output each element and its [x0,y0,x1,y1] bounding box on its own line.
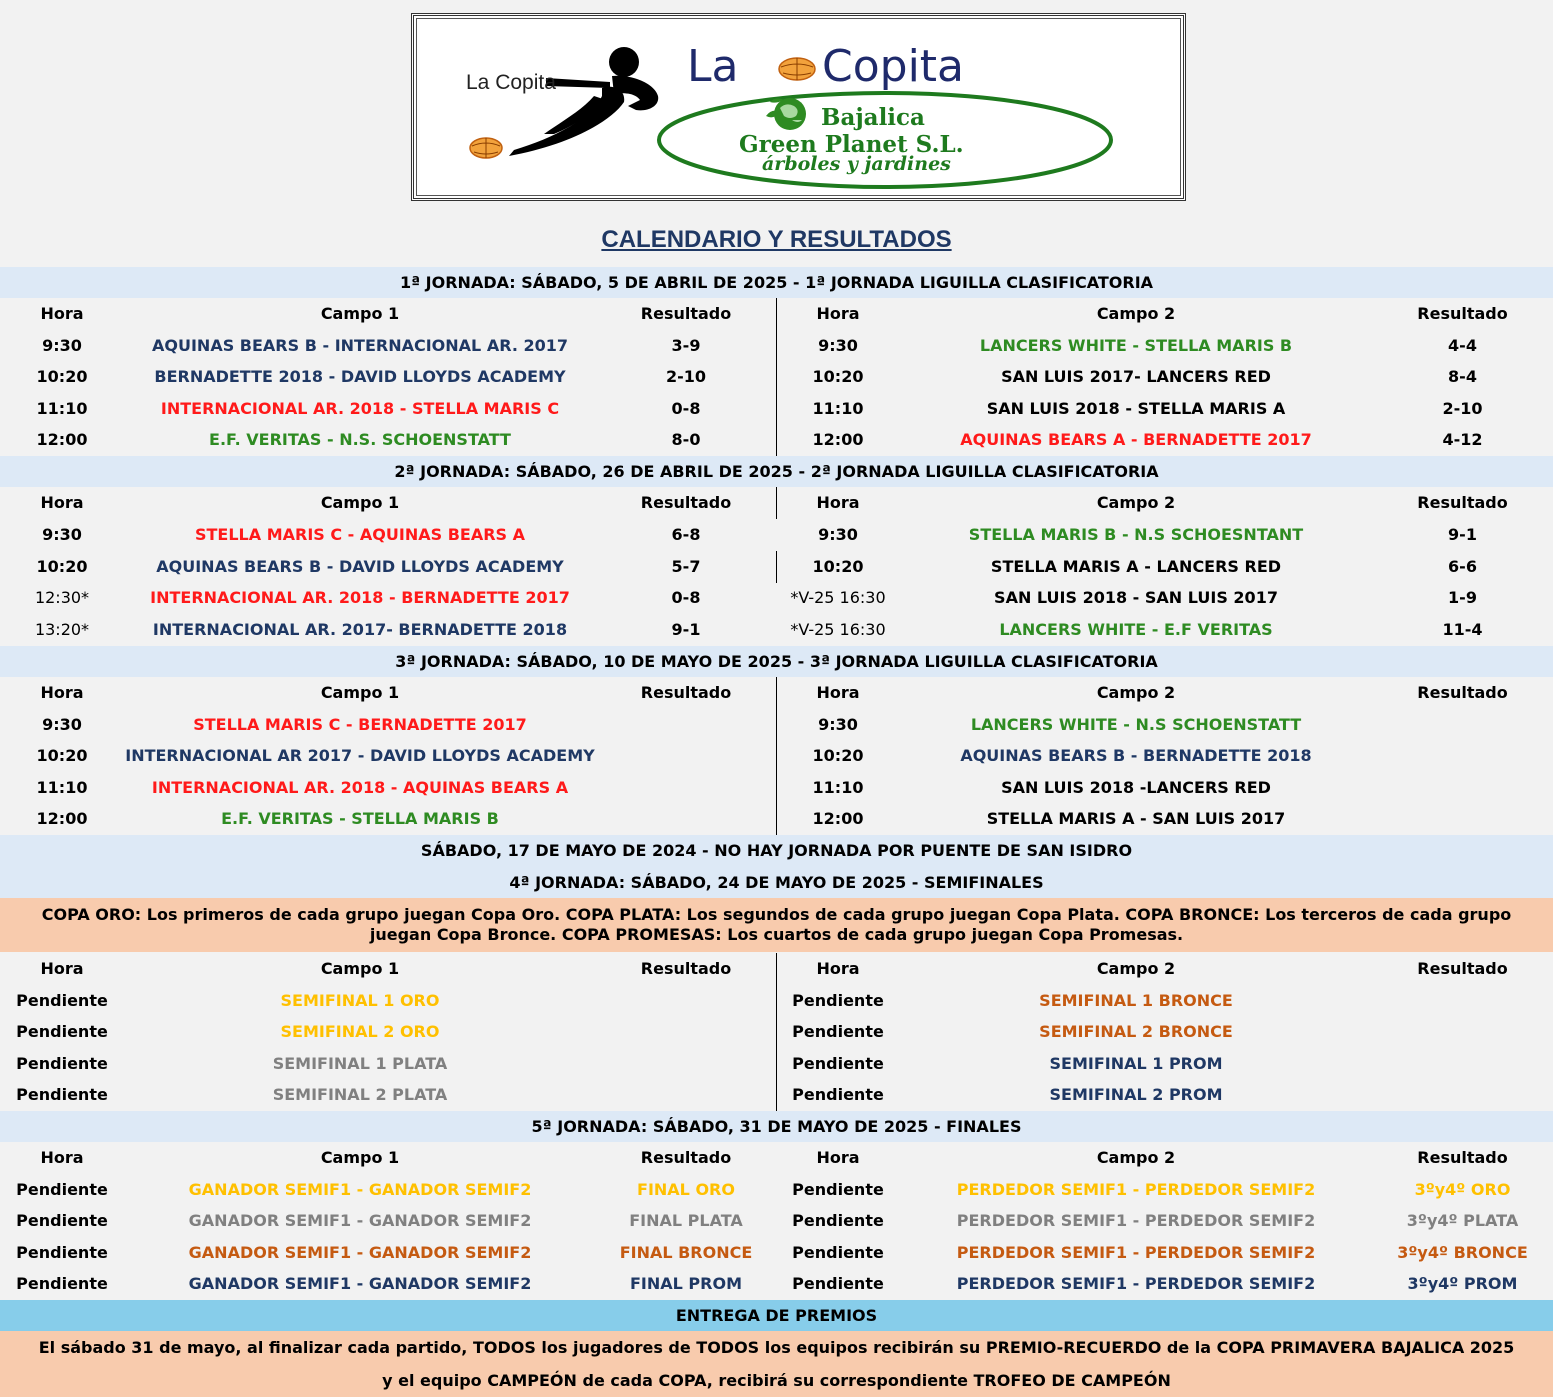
match-teams-campo1: GANADOR SEMIF1 - GANADOR SEMIF2 [188,1180,532,1199]
match-time-campo2: Pendiente [792,1274,884,1293]
page-title: CALENDARIO Y RESULTADOS [601,226,952,253]
no-jornada-notice: SÁBADO, 17 DE MAYO DE 2024 - NO HAY JORNADA POR PUENTE DE SAN ISIDRO [0,835,1553,866]
match-result-campo1: 6-8 [671,525,701,544]
match-teams-campo2: PERDEDOR SEMIF1 - PERDEDOR SEMIF2 [956,1211,1316,1230]
match-teams-campo1: AQUINAS BEARS B - DAVID LLOYDS ACADEMY [156,557,564,576]
match-teams-campo1: STELLA MARIS C - AQUINAS BEARS A [194,525,525,544]
match-time-campo2: *V-25 16:30 [790,588,886,607]
match-result-campo2: 1-9 [1448,588,1477,607]
match-result-campo1: 3-9 [671,336,701,355]
match-result-campo1: FINAL BRONCE [619,1243,753,1262]
header-campo2: Campo 2 [1096,683,1176,702]
match-teams-campo2: LANCERS WHITE - STELLA MARIS B [979,336,1293,355]
match-result-campo1: 9-1 [671,620,701,639]
match-teams-campo2: STELLA MARIS A - LANCERS RED [990,557,1282,576]
match-time-campo1: Pendiente [16,1243,108,1262]
logo-left-text: La Copita [466,71,556,94]
match-result-campo1 [596,709,776,741]
match-teams-campo1: AQUINAS BEARS B - INTERNACIONAL AR. 2017 [152,336,568,355]
header-resultado: Resultado [1417,1148,1508,1167]
match-time-campo1: 12:00 [36,430,88,449]
match-teams-campo1: E.F. VERITAS - N.S. SCHOENSTATT [209,430,511,449]
match-result-campo1: 5-7 [671,557,701,576]
header-resultado: Resultado [640,493,732,512]
sponsor-line2: Green Planet S.L. [739,131,964,158]
match-time-campo2: 9:30 [818,715,858,734]
header-resultado: Resultado [1417,959,1508,978]
match-teams-campo1: INTERNACIONAL AR. 2018 - BERNADETTE 2017 [150,588,570,607]
header-row [0,298,1553,330]
match-teams-campo1: INTERNACIONAL AR 2017 - DAVID LLOYDS ACADEMY [125,746,595,765]
match-time-campo1: Pendiente [16,1085,108,1104]
header-row [0,677,1553,709]
header-campo1: Campo 1 [320,304,400,323]
match-time-campo1: Pendiente [16,991,108,1010]
match-time-campo1: 12:00 [36,809,88,828]
match-teams-campo2: SEMIFINAL 2 PROM [1049,1085,1223,1104]
match-teams-campo1: SEMIFINAL 1 PLATA [272,1054,448,1073]
match-result-campo1 [596,985,776,1017]
match-result-campo2: 9-1 [1448,525,1477,544]
match-result-campo1: 8-0 [671,430,701,449]
match-teams-campo1: GANADOR SEMIF1 - GANADOR SEMIF2 [188,1243,532,1262]
header-hora: Hora [816,304,860,323]
match-time-campo2: Pendiente [792,1211,884,1230]
match-row [0,1268,1553,1300]
header-campo1: Campo 1 [320,1148,400,1167]
header-resultado: Resultado [1417,304,1508,323]
match-row [0,772,1553,804]
match-teams-campo2: STELLA MARIS B - N.S SCHOESNTANT [968,525,1304,544]
header-resultado: Resultado [640,304,732,323]
match-teams-campo2: AQUINAS BEARS A - BERNADETTE 2017 [960,430,1312,449]
jornada4-title: 4ª JORNADA: SÁBADO, 24 DE MAYO DE 2025 - SEMIFINALES [0,866,1553,898]
match-teams-campo1: SEMIFINAL 2 PLATA [272,1085,448,1104]
header-campo1: Campo 1 [320,959,400,978]
match-result-campo1: FINAL PROM [630,1274,742,1293]
match-time-campo1: Pendiente [16,1180,108,1199]
match-result-campo2 [1372,1048,1553,1080]
header-campo2: Campo 2 [1096,493,1176,512]
match-result-campo2: 11-4 [1442,620,1483,639]
match-teams-campo1: INTERNACIONAL AR. 2018 - AQUINAS BEARS A [151,778,569,797]
match-row [0,985,1553,1017]
match-row [0,424,1553,456]
match-result-campo2: 4-4 [1448,336,1477,355]
match-teams-campo1: INTERNACIONAL AR. 2017- BERNADETTE 2018 [152,620,568,639]
copa-rules-note: COPA ORO: Los primeros de cada grupo juegan Copa Oro. COPA PLATA: Los segundos de cada grupo juegan Copa Plata. COPA BRONCE: Los terceros de cada grupo juegan Copa Bronce. COPA PROMESAS: Los cuartos de cada grupo juegan Copa Promesas. [0,898,1553,952]
jornada3-title: 3ª JORNADA: SÁBADO, 10 DE MAYO DE 2025 - 3ª JORNADA LIGUILLA CLASIFICATORIA [0,646,1553,677]
match-result-campo2: 6-6 [1448,557,1477,576]
match-row [0,330,1553,362]
match-result-campo1 [596,1048,776,1080]
match-teams-campo2: SAN LUIS 2018 -LANCERS RED [1001,778,1271,797]
match-time-campo2: 12:00 [812,430,864,449]
match-time-campo2: Pendiente [792,1243,884,1262]
header-campo2: Campo 2 [1096,1148,1176,1167]
match-teams-campo2: STELLA MARIS A - SAN LUIS 2017 [986,809,1286,828]
player-silhouette-icon [509,47,658,156]
match-row [0,740,1553,772]
match-time-campo2: 9:30 [818,525,858,544]
header-hora: Hora [40,304,84,323]
match-result-campo1 [596,1016,776,1048]
match-row [0,709,1553,741]
header-hora: Hora [40,1148,84,1167]
match-teams-campo2: PERDEDOR SEMIF1 - PERDEDOR SEMIF2 [956,1243,1316,1262]
header-campo2: Campo 2 [1096,304,1176,323]
match-teams-campo2: SAN LUIS 2017- LANCERS RED [1001,367,1271,386]
match-teams-campo1: BERNADETTE 2018 - DAVID LLOYDS ACADEMY [154,367,566,386]
match-row [0,519,1553,551]
header-resultado: Resultado [640,1148,732,1167]
header-hora: Hora [816,493,860,512]
match-time-campo1: 11:10 [36,778,88,797]
header-row [0,1142,1553,1174]
sponsor-line1: Bajalica [821,104,925,131]
header-hora: Hora [40,493,84,512]
header-campo1: Campo 1 [320,683,400,702]
match-result-campo2 [1372,803,1553,835]
match-time-campo2: Pendiente [792,1085,884,1104]
match-result-campo2 [1372,772,1553,804]
match-time-campo2: Pendiente [792,1022,884,1041]
match-time-campo1: Pendiente [16,1274,108,1293]
match-row [0,1205,1553,1237]
match-result-campo1 [596,1079,776,1111]
match-result-campo1: 2-10 [665,367,707,386]
match-time-campo1: 10:20 [36,746,88,765]
match-teams-campo1: E.F. VERITAS - STELLA MARIS B [221,809,499,828]
premios-title: ENTREGA DE PREMIOS [0,1300,1553,1331]
match-row [0,1079,1553,1111]
match-teams-campo1: SEMIFINAL 2 ORO [280,1022,440,1041]
match-time-campo1: 11:10 [36,399,88,418]
match-result-campo2 [1372,740,1553,772]
match-row [0,1016,1553,1048]
match-time-campo2: 10:20 [812,367,864,386]
match-teams-campo1: GANADOR SEMIF1 - GANADOR SEMIF2 [188,1274,532,1293]
match-result-campo1 [596,772,776,804]
header-hora: Hora [40,959,84,978]
match-result-campo2 [1372,709,1553,741]
jornada2-title: 2ª JORNADA: SÁBADO, 26 DE ABRIL DE 2025 - 2ª JORNADA LIGUILLA CLASIFICATORIA [0,456,1553,487]
match-time-campo2: Pendiente [792,1054,884,1073]
header-campo2: Campo 2 [1096,959,1176,978]
match-teams-campo2: AQUINAS BEARS B - BERNADETTE 2018 [960,746,1312,765]
match-time-campo2: Pendiente [792,1180,884,1199]
match-row [0,803,1553,835]
match-time-campo1: 9:30 [42,715,82,734]
header-campo1: Campo 1 [320,493,400,512]
header-hora: Hora [816,1148,860,1167]
match-result-campo1: FINAL ORO [637,1180,735,1199]
header-resultado: Resultado [1417,493,1508,512]
match-result-campo1 [596,803,776,835]
match-time-campo1: 10:20 [36,557,88,576]
match-time-campo2: 10:20 [812,746,864,765]
match-row [0,361,1553,393]
sponsor-line3: árboles y jardines [762,153,951,175]
match-time-campo1: 12:30* [34,588,90,607]
match-result-campo2: 3ºy4º BRONCE [1397,1243,1528,1262]
match-teams-campo1: INTERNACIONAL AR. 2018 - STELLA MARIS C [160,399,560,418]
match-teams-campo2: PERDEDOR SEMIF1 - PERDEDOR SEMIF2 [956,1180,1316,1199]
match-time-campo1: 9:30 [42,336,82,355]
match-teams-campo2: PERDEDOR SEMIF1 - PERDEDOR SEMIF2 [956,1274,1316,1293]
match-result-campo1: FINAL PLATA [629,1211,743,1230]
match-teams-campo2: LANCERS WHITE - E.F VERITAS [999,620,1273,639]
jornada5-title: 5ª JORNADA: SÁBADO, 31 DE MAYO DE 2025 - FINALES [0,1111,1553,1142]
match-result-campo2 [1372,985,1553,1017]
match-time-campo1: Pendiente [16,1054,108,1073]
match-result-campo2 [1372,1016,1553,1048]
match-result-campo2 [1372,1079,1553,1111]
match-teams-campo1: SEMIFINAL 1 ORO [280,991,440,1010]
premios-line1: El sábado 31 de mayo, al finalizar cada partido, TODOS los jugadores de TODOS los equipos recibirán su PREMIO-RECUERDO de la COPA PRIMAVERA BAJALICA 2025 [0,1331,1553,1364]
match-time-campo1: Pendiente [16,1211,108,1230]
header-row [0,953,1553,985]
match-teams-campo2: LANCERS WHITE - N.S SCHOENSTATT [970,715,1302,734]
match-result-campo1: 0-8 [671,588,701,607]
header-hora: Hora [40,683,84,702]
match-teams-campo1: STELLA MARIS C - BERNADETTE 2017 [193,715,527,734]
jornada1-title: 1ª JORNADA: SÁBADO, 5 DE ABRIL DE 2025 - 1ª JORNADA LIGUILLA CLASIFICATORIA [0,267,1553,298]
match-teams-campo2: SEMIFINAL 2 BRONCE [1039,1022,1233,1041]
match-result-campo2: 3ºy4º PLATA [1406,1211,1519,1230]
match-row [0,582,1553,614]
match-time-campo2: 9:30 [818,336,858,355]
match-teams-campo2: SEMIFINAL 1 BRONCE [1039,991,1233,1010]
match-result-campo2: 2-10 [1442,399,1483,418]
ball-icon [470,138,502,158]
match-time-campo2: 10:20 [812,557,864,576]
match-teams-campo2: SEMIFINAL 1 PROM [1049,1054,1223,1073]
match-result-campo2: 3ºy4º ORO [1414,1180,1511,1199]
header-resultado: Resultado [640,683,732,702]
match-result-campo1: 0-8 [671,399,701,418]
brand-ball-icon [779,58,815,80]
match-time-campo2: *V-25 16:30 [790,620,886,639]
match-result-campo1 [596,740,776,772]
match-time-campo1: 10:20 [36,367,88,386]
match-time-campo2: Pendiente [792,991,884,1010]
premios-line2: y el equipo CAMPEÓN de cada COPA, recibirá su correspondiente TROFEO DE CAMPEÓN [0,1364,1553,1397]
match-teams-campo2: SAN LUIS 2018 - SAN LUIS 2017 [994,588,1278,607]
match-time-campo2: 11:10 [812,778,864,797]
logo-banner [411,13,1186,201]
header-resultado: Resultado [640,959,732,978]
brand-copita: Copita [822,41,965,92]
match-row [0,393,1553,425]
match-time-campo1: Pendiente [16,1022,108,1041]
header-resultado: Resultado [1417,683,1508,702]
match-row [0,1048,1553,1080]
match-teams-campo1: GANADOR SEMIF1 - GANADOR SEMIF2 [188,1211,532,1230]
match-teams-campo2: SAN LUIS 2018 - STELLA MARIS A [986,399,1286,418]
header-row [0,487,1553,519]
logo-graphic [414,16,1183,198]
match-time-campo1: 13:20* [34,620,90,639]
match-time-campo2: 12:00 [812,809,864,828]
match-time-campo1: 9:30 [42,525,82,544]
match-row [0,1174,1553,1206]
header-hora: Hora [816,683,860,702]
match-result-campo2: 3ºy4º PROM [1407,1274,1518,1293]
brand-la: La [687,41,739,92]
match-row [0,551,1553,583]
header-hora: Hora [816,959,860,978]
match-result-campo2: 4-12 [1442,430,1483,449]
match-result-campo2: 8-4 [1448,367,1477,386]
match-row [0,1237,1553,1269]
match-row [0,614,1553,646]
match-time-campo2: 11:10 [812,399,864,418]
